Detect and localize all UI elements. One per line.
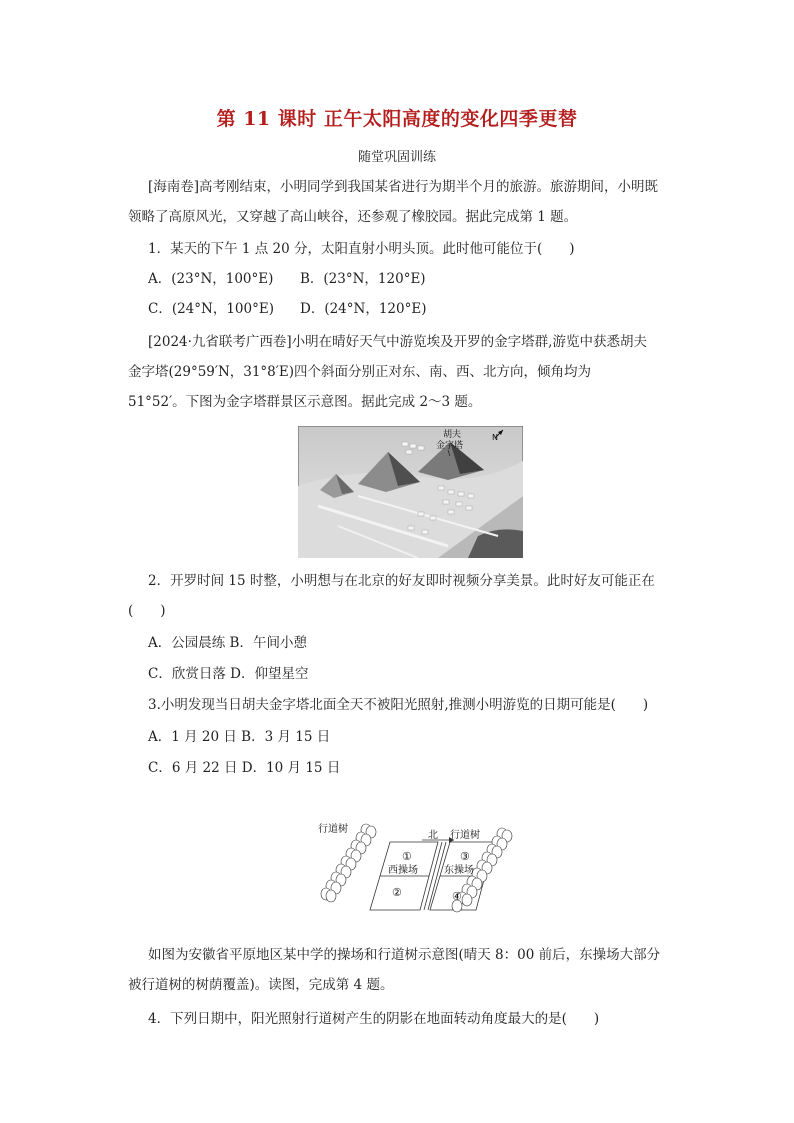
tree-row-left [321, 824, 376, 902]
photo-label-hufu: 胡夫 [443, 430, 462, 440]
section-subtitle: 随堂巩固训练 [357, 150, 436, 165]
q3-options-ab: A．1 月 20 日 B．3 月 15 日 [148, 729, 331, 745]
q1-option-a: A．(23°N，100°E) [148, 271, 274, 287]
q4-stem: 4．下列日期中，阳光照射行道树产生的阴影在地面转动角度最大的是( ) [148, 1011, 600, 1027]
q2-stem-line2: ( ) [128, 603, 166, 619]
photo-label-pyramid: 金字塔 [436, 441, 464, 451]
intro1-line1: [海南卷]高考刚结束，小明同学到我国某省进行为期半个月的旅游。旅游期间，小明既 [148, 179, 659, 195]
north-label: 北 [428, 830, 438, 841]
q1-option-d: D．(24°N，120°E) [300, 301, 427, 317]
q1-option-c: C．(24°N，100°E) [148, 301, 274, 317]
q1-option-b: B．(23°N，120°E) [300, 271, 426, 287]
pyramid-photo [298, 426, 523, 558]
svg-text:N: N [492, 433, 498, 442]
east-playground-label: 东操场 [444, 865, 474, 876]
q2-options-ab: A．公园晨练 B．午间小憩 [148, 635, 307, 651]
page-title: 第 11 课时 正午太阳高度的变化四季更替 [216, 108, 578, 130]
q3-options-cd: C．6 月 22 日 D．10 月 15 日 [148, 760, 341, 776]
tree-label-left: 行道树 [318, 824, 348, 835]
intro4-line2: 被行道树的树荫覆盖)。读图，完成第 4 题。 [128, 977, 394, 993]
playground-diagram [318, 818, 518, 933]
q2-options-cd: C．欣赏日落 D．仰望星空 [148, 666, 309, 682]
field-1: ① [402, 850, 412, 863]
field-3: ③ [460, 850, 470, 863]
q3-stem: 3.小明发现当日胡夫金字塔北面全天不被阳光照射,推测小明游览的日期可能是( ) [148, 697, 649, 713]
intro1-line2: 领略了高原风光，又穿越了高山峡谷，还参观了橡胶园。据此完成第 1 题。 [128, 209, 578, 225]
field-2: ② [392, 886, 402, 899]
intro4-line1: 如图为安徽省平原地区某中学的操场和行道树示意图(晴天 8：00 前后，东操场大部分 [148, 947, 661, 963]
intro2-line3: 51°52′。下图为金字塔群景区示意图。据此完成 2～3 题。 [128, 394, 482, 410]
intro2-line2: 金字塔(29°59′N，31°8′E)四个斜面分别正对东、南、西、北方向，倾角均为 [128, 364, 591, 380]
q2-stem-line1: 2．开罗时间 15 时整，小明想与在北京的好友即时视频分享美景。此时好友可能正在 [148, 573, 655, 589]
field-4: ④ [452, 890, 462, 903]
tree-label-right: 行道树 [450, 830, 480, 841]
west-playground-label: 西操场 [388, 865, 418, 876]
intro2-line1: [2024·九省联考广西卷]小明在晴好天气中游览埃及开罗的金字塔群,游览中获悉胡夫 [148, 334, 647, 350]
q1-stem: 1．某天的下午 1 点 20 分，太阳直射小明头顶。此时他可能位于( ) [148, 241, 575, 257]
